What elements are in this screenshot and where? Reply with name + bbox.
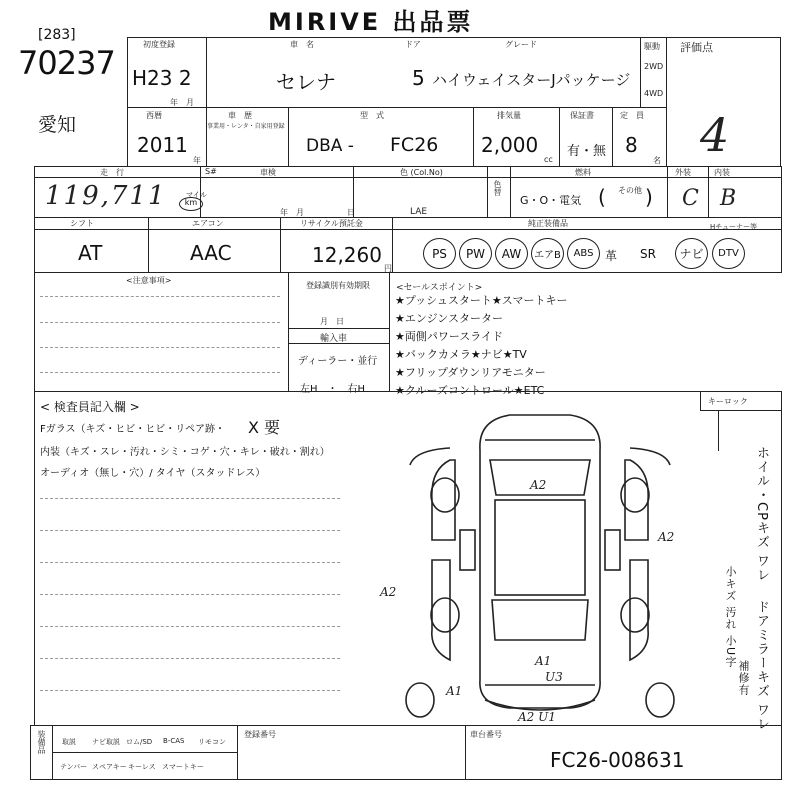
footer-item: リモコン [198, 738, 226, 746]
reg-unit: 年 月 [170, 98, 194, 107]
ac-label: エアコン [192, 219, 224, 228]
color-change-label: 色替 [493, 180, 502, 196]
sales-point: ★フリップダウンリアモニター [395, 366, 546, 379]
history-note: 事業用・レンタ・自家用登録 [207, 123, 285, 130]
interior-label: 内装 [714, 168, 730, 177]
mileage-label: 走 行 [100, 168, 124, 177]
damage-mark-rear-left: A1 [446, 684, 463, 698]
model-label: 型 式 [360, 111, 384, 120]
warranty-label: 保証書 [570, 111, 594, 120]
steering-side: 左H ・ 右H [300, 384, 366, 395]
year-unit: 年 [193, 156, 201, 165]
damage-mark-left: A2 [380, 585, 397, 599]
capacity-unit: 名 [653, 156, 661, 165]
footer-item: キーレス [128, 763, 156, 771]
row4-box [34, 217, 782, 273]
door-label: ドア [405, 40, 421, 49]
equipment-4: エアB [531, 238, 564, 269]
mileage-km: km [179, 197, 203, 211]
fuel-other: その他 [618, 186, 642, 195]
remarks-label: 登録番号 [244, 730, 276, 739]
audio-line: オーディオ（無し・穴）/ タイヤ（スタッドレス） [40, 468, 266, 479]
mileage-unit: マイル [186, 191, 207, 199]
equipment-2: PW [459, 238, 492, 269]
color-label: 色 (Col.No) [400, 168, 443, 177]
lot-code: [283] [38, 27, 76, 43]
sales-point: ★バックカメラ★ナビ★TV [395, 348, 527, 361]
sales-point: ★両側パワースライド [395, 330, 503, 343]
damage-mark-right: A2 [658, 530, 675, 544]
serial-value: FC26-008631 [550, 748, 685, 772]
inspection-suffix: 日 [347, 208, 355, 217]
car-name: セレナ [276, 70, 336, 94]
ac-value: AAC [190, 241, 232, 265]
fglass-mark: X 要 [248, 418, 281, 437]
inspector-label: < 検査員記入欄 > [40, 400, 140, 414]
footer-item: スマートキー [162, 763, 204, 771]
fuel-value: G・O・電気 [520, 194, 582, 207]
footer-item: B-CAS [163, 737, 185, 745]
mileage-value: 119,711 [45, 181, 167, 211]
year-label: 西暦 [146, 111, 162, 120]
note-mirror: ドアミラーキズ ワレ [754, 600, 769, 732]
footer-item: スペアキー [92, 763, 127, 771]
damage-mark-rear-1: A1 [535, 654, 552, 668]
score-value: 4 [700, 108, 730, 162]
sales-point: ★クルーズコントロール★ETC [395, 384, 545, 397]
fuel-paren-close: ) [645, 185, 653, 209]
sales-point: ★プッシュスタート★スマートキー [395, 294, 568, 307]
equipment-3: AW [495, 238, 528, 269]
import-label: 輸入車 [320, 334, 348, 344]
inspection-mark: S# [205, 167, 217, 176]
notes-label: <注意事項> [126, 276, 172, 285]
reg-value: H23 2 [132, 66, 192, 90]
inspection-month: 年 月 [280, 208, 304, 217]
capacity-label: 定 員 [620, 111, 644, 120]
footer-item: 取説 [62, 738, 76, 746]
recycle-label: リサイクル預託金 [300, 219, 363, 228]
lot-number: 70237 [18, 44, 115, 82]
shift-label: シフト [70, 219, 94, 228]
model-prefix: DBA - [306, 136, 354, 156]
equipment-8: ナビ [675, 238, 708, 269]
key-lock-label: キーロック [708, 397, 748, 406]
door-value: 5 [412, 66, 425, 90]
drive-label: 駆動 [644, 42, 660, 51]
equipment-label: 純正装備品 [528, 219, 568, 228]
drive-4wd: 4WD [644, 89, 664, 98]
footer-item: ロム/SD [126, 738, 153, 746]
expiry-unit: 月 日 [320, 317, 344, 326]
car-damage-diagram [360, 400, 700, 730]
capacity-value: 8 [625, 133, 638, 157]
note-wheel: ホイル・CPキズ ワレ [754, 446, 769, 583]
year-value: 2011 [137, 133, 188, 157]
tuner-label: Hチューナー等 [710, 223, 758, 231]
equipment-1: PS [423, 238, 456, 269]
fuel-paren-open: ( [598, 185, 606, 209]
expiry-label: 登録識別有効期限 [306, 281, 370, 290]
note-small-scratch: 小キズ 汚れ 小U字 [724, 566, 737, 669]
sales-point: ★エンジンスターター [395, 312, 503, 325]
model-value: FC26 [390, 134, 439, 156]
equipment-6: 革 [605, 249, 618, 263]
exterior-label: 外装 [675, 168, 691, 177]
exterior-value: C [682, 186, 699, 211]
region: 愛知 [38, 114, 77, 136]
footer-side-label: 装備品 [37, 730, 46, 754]
note-repaired: 補修有 [737, 660, 750, 696]
reg-label: 初度登録 [143, 40, 175, 49]
recycle-value: 12,260 [312, 243, 382, 267]
fglass-line: Fガラス（キズ・ヒビ・ヒビ・リペア跡・ [40, 424, 226, 435]
grade-value: ハイウェイスターJパッケージ [432, 71, 631, 89]
inspection-label: 車検 [260, 168, 276, 177]
displacement-value: 2,000 [481, 133, 539, 157]
dealer-import: ディーラー・並行 [298, 356, 378, 367]
color-value: LAE [410, 207, 428, 217]
equipment-9: DTV [712, 238, 745, 269]
interior-value: B [720, 186, 737, 211]
sales-label: <セールスポイント> [396, 283, 483, 293]
displacement-label: 排気量 [497, 111, 521, 120]
footer-item: テンパー [60, 763, 88, 771]
serial-label: 車台番号 [470, 730, 502, 739]
damage-mark-bumper: A2 U1 [518, 710, 556, 724]
interior-line: 内装（キズ・スレ・汚れ・シミ・コゲ・穴・キレ・破れ・割れ） [40, 447, 330, 458]
history-label: 車 歴 [228, 111, 252, 120]
grade-label: グレード [505, 40, 537, 49]
equipment-5: ABS [567, 238, 600, 269]
displacement-unit: cc [544, 155, 553, 164]
fuel-label: 燃料 [575, 168, 591, 177]
footer-item: ナビ取説 [92, 738, 120, 746]
damage-mark-roof: A2 [530, 478, 547, 492]
warranty-value: 有・無 [567, 144, 607, 159]
recycle-unit: 円 [384, 264, 392, 273]
shift-value: AT [78, 241, 103, 265]
drive-2wd: 2WD [644, 62, 664, 71]
equipment-7: SR [640, 247, 656, 261]
name-label: 車 名 [290, 40, 314, 49]
damage-mark-rear-u3: U3 [545, 670, 563, 684]
sheet-title: MIRIVE 出品票 [268, 8, 474, 36]
score-label: 評価点 [680, 41, 713, 54]
